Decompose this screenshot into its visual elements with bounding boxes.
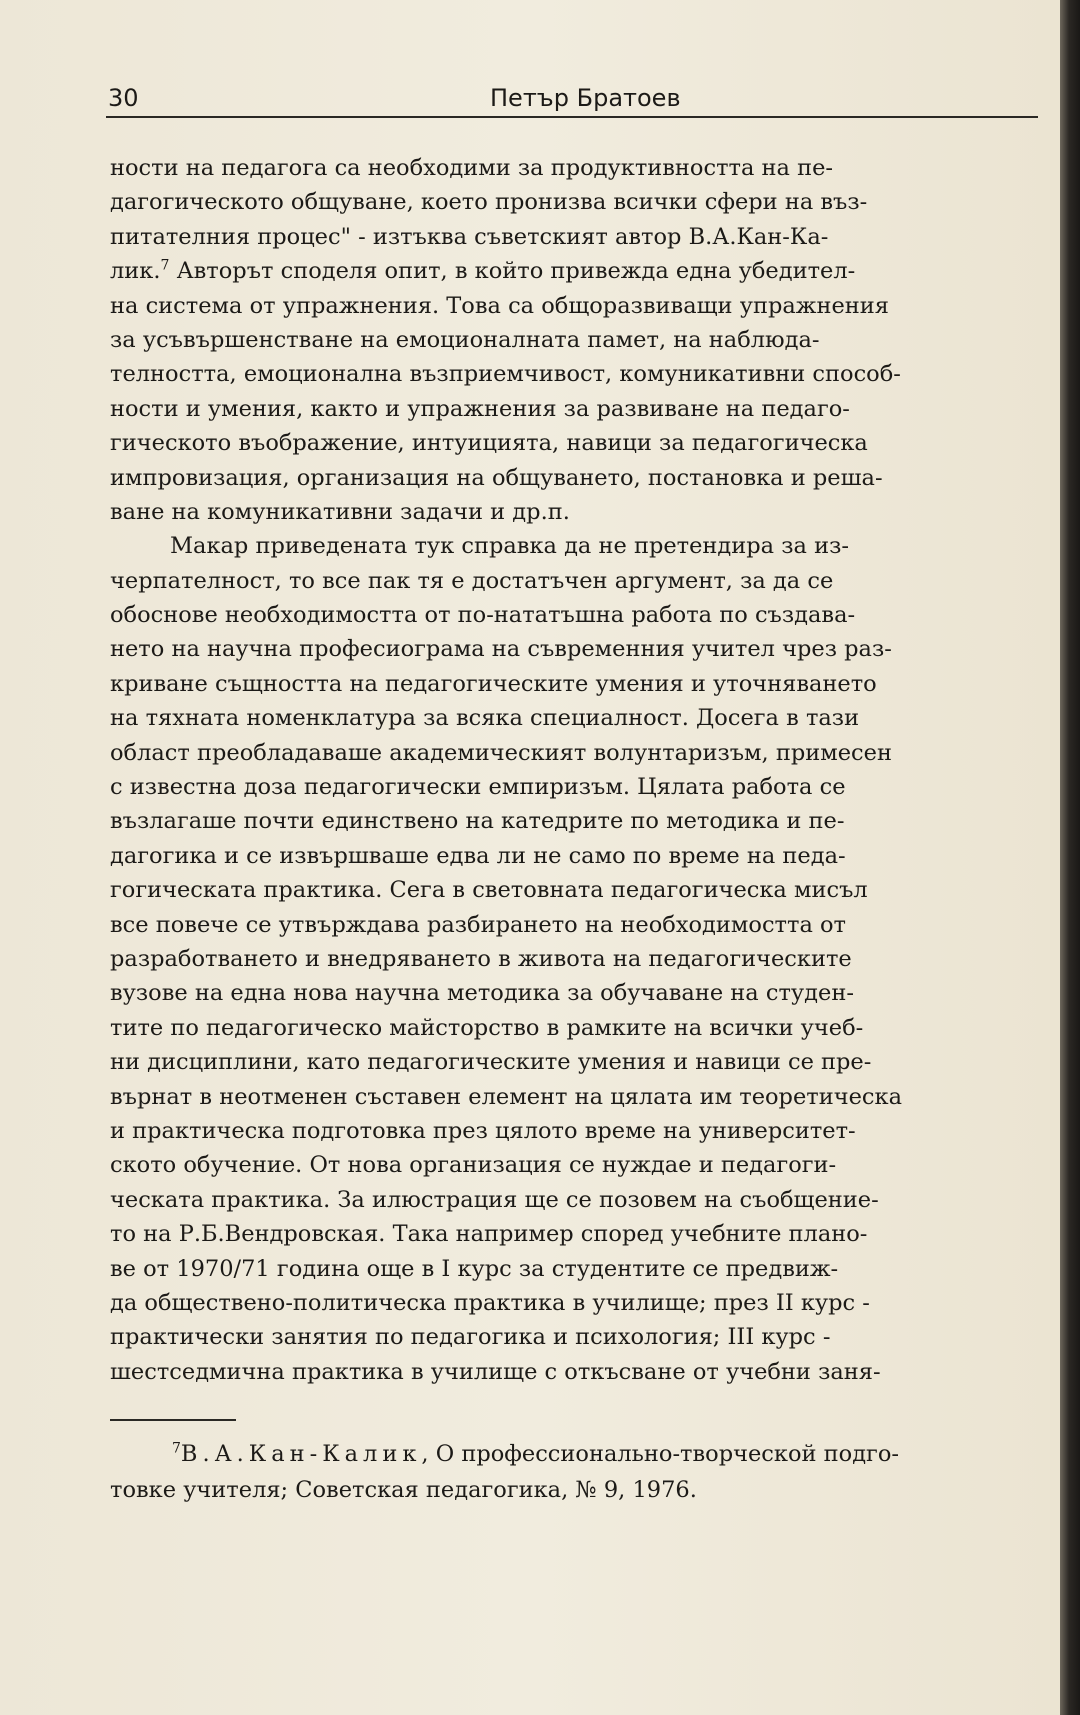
text-line: гическото въображение, интуицията, навици за педагогическа bbox=[110, 430, 868, 457]
text-line: все повече се утвърждава разбирането на необходимостта от bbox=[110, 911, 847, 938]
text-line: тите по педагогическо майсторство в рамките на всички учеб- bbox=[110, 1014, 864, 1041]
text-line: да обществено-политическа практика в училище; през II курс - bbox=[110, 1289, 870, 1316]
footnote-author: В.А.Кан-Калик bbox=[180, 1441, 422, 1467]
text-line: върнат в неотменен съставен елемент на цялата им теоретическа bbox=[110, 1083, 902, 1110]
text-line: ве от 1970/71 година още в I курс за студентите се предвиж- bbox=[110, 1255, 839, 1282]
text-line: за усъвършенстване на емоционалната памет, на наблюда- bbox=[110, 326, 820, 353]
footnote-marker: 7 bbox=[172, 1440, 181, 1457]
text-line: вузове на една нова научна методика за обучаване на студен- bbox=[110, 980, 854, 1007]
text-line: дагогическото общуване, което пронизва всички сфери на въз- bbox=[110, 189, 868, 216]
text-line: ване на комуникативни задачи и др.п. bbox=[110, 498, 570, 525]
text-line: възлагаше почти единствено на катедрите по методика и пе- bbox=[110, 808, 845, 835]
text-line: черпателност, то все пак тя е достатъчен аргумент, за да се bbox=[110, 567, 834, 594]
text-line: криване същността на педагогическите умения и уточняването bbox=[110, 670, 877, 697]
page-binding-edge bbox=[1060, 0, 1080, 1715]
text-line: обоснове необходимостта от по-нататъшна работа по създава- bbox=[110, 602, 856, 629]
running-head: Петър Братоев bbox=[490, 84, 681, 112]
footnote-title: , О профессионально-творческой подго- bbox=[421, 1441, 899, 1467]
main-text bbox=[110, 151, 1055, 1389]
paragraph-start-line: Макар приведената тук справка да не претендира за из- bbox=[170, 533, 849, 560]
text-line: ности и умения, както и упражнения за развиване на педаго- bbox=[110, 395, 850, 422]
text-line: практически занятия по педагогика и психология; III курс - bbox=[110, 1324, 831, 1351]
text-line-end: Авторът споделя опит, в който привежда една убедител- bbox=[169, 258, 856, 285]
text-line: ности на педагога са необходими за продуктивността на пе- bbox=[110, 155, 834, 181]
text-line: на тяхната номенклатура за всяка специалност. Досега в тази bbox=[110, 705, 860, 732]
text-line-start: лик. bbox=[110, 258, 161, 285]
text-line: ни дисциплини, като педагогическите умения и навици се пре- bbox=[110, 1049, 872, 1076]
footnote-line bbox=[110, 1436, 1055, 1472]
text-line: и практическа подготовка през цялото време на университет- bbox=[110, 1117, 856, 1144]
page-number: 30 bbox=[108, 84, 139, 112]
text-line: ското обучение. От нова организация се нуждае и педагоги- bbox=[110, 1152, 837, 1179]
text-line: нето на научна професиограма на съвременния учител чрез раз- bbox=[110, 636, 892, 663]
text-line: шестседмична практика в училище с откъсване от учебни заня- bbox=[110, 1358, 881, 1385]
text-line: разработването и внедряването в живота на педагогическите bbox=[110, 945, 852, 972]
text-line: на система от упражнения. Това са общоразвиващи упражнения bbox=[110, 292, 889, 319]
footnote-reference: 7 bbox=[160, 257, 170, 274]
text-line: питателния процес" - изтъква съветският автор В.А.Кан-Ка- bbox=[110, 223, 829, 250]
footnote-divider bbox=[110, 1419, 236, 1421]
text-line: област преобладаваше академическият волунтаризъм, примесен bbox=[110, 739, 892, 766]
footnote-line: товке учителя; Советская педагогика, № 9, 1976. bbox=[110, 1477, 697, 1503]
text-line bbox=[110, 254, 1055, 288]
text-line: гогическата практика. Сега в световната педагогическа мисъл bbox=[110, 877, 868, 904]
text-line: то на Р.Б.Вендровская. Така например според учебните плано- bbox=[110, 1221, 868, 1248]
text-line: дагогика и се извършваше едва ли не само по време на педа- bbox=[110, 842, 846, 869]
footnote bbox=[110, 1436, 1055, 1508]
text-line: телността, емоционална възприемчивост, комуникативни способ- bbox=[110, 361, 901, 388]
page-header bbox=[106, 80, 1038, 118]
text-line: ческата практика. За илюстрация ще се позовем на съобщение- bbox=[110, 1186, 879, 1213]
text-line: с известна доза педагогически емпиризъм. Цялата работа се bbox=[110, 774, 846, 801]
text-line: импровизация, организация на общуването, постановка и реша- bbox=[110, 464, 883, 491]
